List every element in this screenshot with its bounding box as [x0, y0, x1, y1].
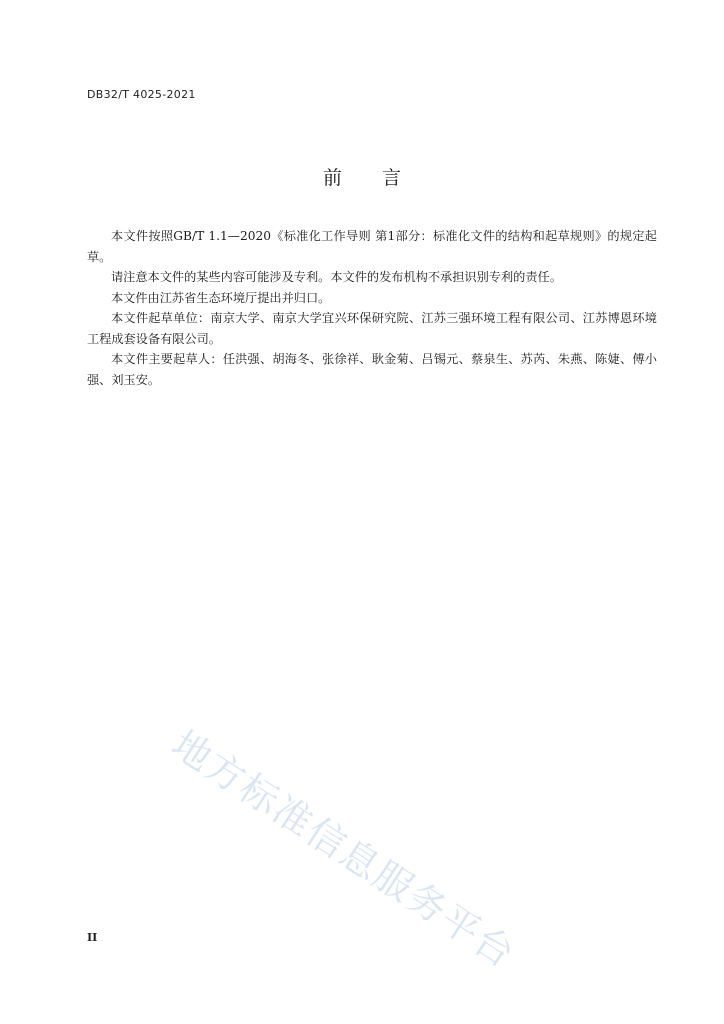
- paragraph-standard-basis: 本文件按照GB/T 1.1—2020《标准化工作导则 第1部分：标准化文件的结构和起草规则》的规定起草。: [87, 229, 657, 264]
- foreword-body: [87, 226, 657, 390]
- paragraph-patent-notice: 请注意本文件的某些内容可能涉及专利。本文件的发布机构不承担识别专利的责任。: [111, 270, 562, 284]
- document-code: DB32/T 4025-2021: [87, 88, 196, 101]
- watermark: 地方标准信息服务平台: [164, 721, 524, 977]
- page-number: II: [87, 931, 98, 944]
- paragraph-drafters: 本文件主要起草人：任洪强、胡海冬、张徐祥、耿金菊、吕锡元、蔡泉生、苏芮、朱燕、陈婕、傅小强、刘玉安。: [87, 352, 657, 387]
- title-char-2: 言: [382, 167, 402, 189]
- title-char-1: 前: [322, 167, 342, 189]
- paragraph-drafting-units: 本文件起草单位：南京大学、南京大学宜兴环保研究院、江苏三强环境工程有限公司、江苏博恩环境工程成套设备有限公司。: [87, 311, 657, 346]
- page-title: [0, 163, 724, 190]
- paragraph-proposer: 本文件由江苏省生态环境厅提出并归口。: [111, 290, 331, 305]
